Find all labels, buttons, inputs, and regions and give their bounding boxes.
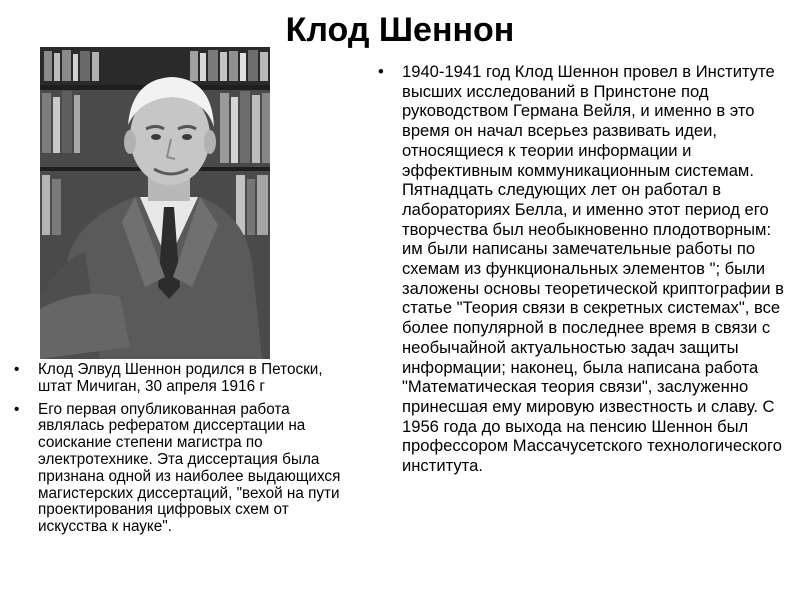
list-item: • 1940-1941 год Клод Шеннон провел в Институте высших исследований в Принстоне под руководством Германа Вейля, и именно в это время он начал всерьез развивать идеи, относящиеся к теории информации и эффективным коммуникационным системам. Пятнадцать следующих лет он работал в лабораториях Белла, и именно этот период его творчества был необыкновенно плодотворным: им были написаны замечательные работы по схемам из функциональных элементов "; были заложены основы теоретической криптографии в статье "Теория связи в секретных системах", все более популярной в последнее время в связи с необычайной актуальностью задач защиты информации; наконец, была написана работа "Математическая теория связи", заслуженно принесшая ему мировую известность и славу. С 1956 года до выхода на пенсию Шеннон был профессором Массачусетского технологического института.: [372, 62, 792, 476]
right-bullet-list: [372, 62, 792, 476]
list-item: • Его первая опубликованная работа являлась рефератом диссертации на соискание степени магистра по электротехнике. Эта диссертация была признана одной из наиболее выдающихся магистерских диссертаций, "вехой на пути проектирования цифровых схем от искусства к науке".: [8, 402, 360, 536]
list-item: • Клод Элвуд Шеннон родился в Петоски, штат Мичиган, 30 апреля 1916 г: [8, 362, 360, 396]
portrait-illustration: [40, 47, 270, 359]
slide-title: Клод Шеннон: [285, 11, 515, 49]
portrait-photo: [40, 47, 270, 359]
left-bullet-list: [8, 362, 360, 542]
